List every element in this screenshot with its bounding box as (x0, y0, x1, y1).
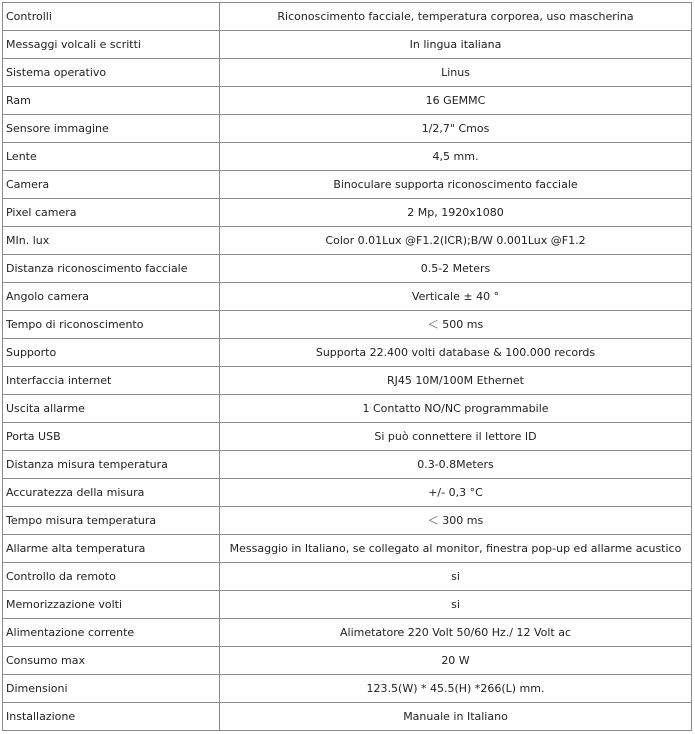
row-value: Alimetatore 220 Volt 50/60 Hz./ 12 Volt ac (220, 619, 692, 647)
row-label: Lente (3, 143, 220, 171)
row-value: Manuale in Italiano (220, 703, 692, 731)
row-value: 0.5-2 Meters (220, 255, 692, 283)
row-value: Linus (220, 59, 692, 87)
row-value: ＜ 300 ms (220, 507, 692, 535)
table-row (3, 3, 692, 31)
row-label: Installazione (3, 703, 220, 731)
row-label: Sensore immagine (3, 115, 220, 143)
row-value: 2 Mp, 1920x1080 (220, 199, 692, 227)
row-value: Color 0.01Lux @F1.2(ICR);B/W 0.001Lux @F1.2 (220, 227, 692, 255)
table-row (3, 647, 692, 675)
row-label: Allarme alta temperatura (3, 535, 220, 563)
table-row (3, 619, 692, 647)
spec-table (2, 2, 692, 731)
row-value: si (220, 591, 692, 619)
row-value: 123.5(W) * 45.5(H) *266(L) mm. (220, 675, 692, 703)
row-value: 1 Contatto NO/NC programmabile (220, 395, 692, 423)
row-label: Alimentazione corrente (3, 619, 220, 647)
row-value: 4,5 mm. (220, 143, 692, 171)
row-label: Porta USB (3, 423, 220, 451)
row-value: Messaggio in Italiano, se collegato al monitor, finestra pop-up ed allarme acustico (220, 535, 692, 563)
table-row (3, 143, 692, 171)
row-label: Uscita allarme (3, 395, 220, 423)
row-label: Pixel camera (3, 199, 220, 227)
row-value: 20 W (220, 647, 692, 675)
row-label: Sistema operativo (3, 59, 220, 87)
table-row (3, 59, 692, 87)
row-label: Angolo camera (3, 283, 220, 311)
table-row (3, 171, 692, 199)
row-label: Distanza riconoscimento facciale (3, 255, 220, 283)
table-row (3, 339, 692, 367)
row-label: Supporto (3, 339, 220, 367)
row-value: 0.3-0.8Meters (220, 451, 692, 479)
row-value: +/- 0,3 °C (220, 479, 692, 507)
table-row (3, 535, 692, 563)
table-row (3, 31, 692, 59)
table-row (3, 395, 692, 423)
table-row (3, 703, 692, 731)
row-label: Camera (3, 171, 220, 199)
table-row (3, 283, 692, 311)
row-label: Ram (3, 87, 220, 115)
row-value: Si può connettere il lettore ID (220, 423, 692, 451)
row-value: ＜ 500 ms (220, 311, 692, 339)
row-value: si (220, 563, 692, 591)
table-row (3, 507, 692, 535)
table-row (3, 423, 692, 451)
spec-table-body (3, 3, 692, 731)
row-value: 1/2,7" Cmos (220, 115, 692, 143)
row-value: Supporta 22.400 volti database & 100.000 records (220, 339, 692, 367)
row-label: Distanza misura temperatura (3, 451, 220, 479)
row-value: In lingua italiana (220, 31, 692, 59)
table-row (3, 451, 692, 479)
row-label: Controllo da remoto (3, 563, 220, 591)
row-label: Messaggi volcali e scritti (3, 31, 220, 59)
table-row (3, 591, 692, 619)
row-label: MIn. lux (3, 227, 220, 255)
table-row (3, 199, 692, 227)
row-value: 16 GEMMC (220, 87, 692, 115)
row-value: Riconoscimento facciale, temperatura corporea, uso mascherina (220, 3, 692, 31)
table-row (3, 367, 692, 395)
row-label: Dimensioni (3, 675, 220, 703)
row-label: Accuratezza della misura (3, 479, 220, 507)
row-label: Consumo max (3, 647, 220, 675)
row-label: Controlli (3, 3, 220, 31)
table-row (3, 311, 692, 339)
row-label: Tempo misura temperatura (3, 507, 220, 535)
row-label: Memorizzazione volti (3, 591, 220, 619)
row-value: Binoculare supporta riconoscimento facciale (220, 171, 692, 199)
table-row (3, 87, 692, 115)
table-row (3, 227, 692, 255)
row-label: Interfaccia internet (3, 367, 220, 395)
row-value: RJ45 10M/100M Ethernet (220, 367, 692, 395)
table-row (3, 479, 692, 507)
table-row (3, 563, 692, 591)
row-label: Tempo di riconoscimento (3, 311, 220, 339)
table-row (3, 255, 692, 283)
table-row (3, 675, 692, 703)
row-value: Verticale ± 40 ° (220, 283, 692, 311)
table-row (3, 115, 692, 143)
